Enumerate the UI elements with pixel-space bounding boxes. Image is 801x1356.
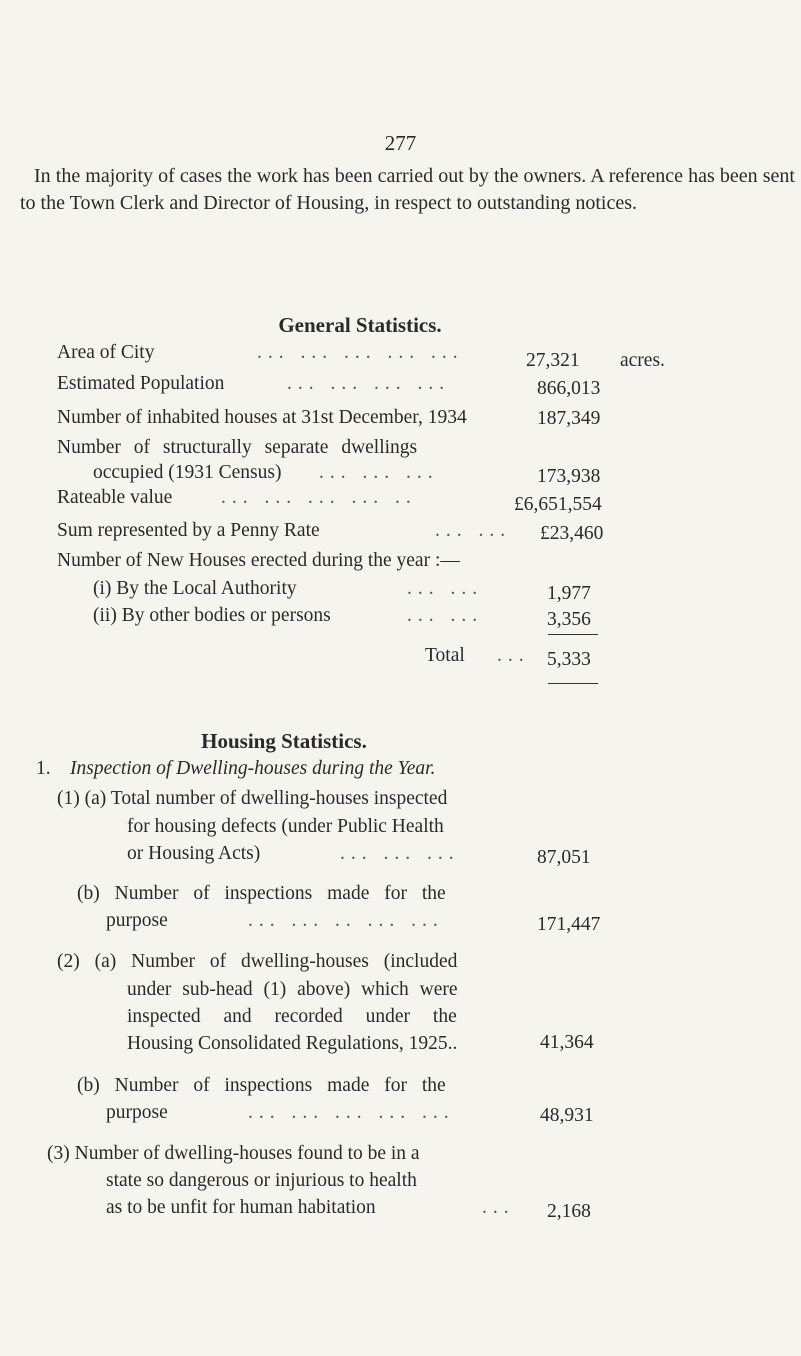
- leader-dots: ... ... ... ...: [287, 373, 451, 394]
- penny-value: £23,460: [540, 523, 604, 544]
- other-bodies-value: 3,356: [547, 609, 591, 630]
- item-2a-line-2: under sub-head (1) above) which were: [127, 979, 458, 1000]
- item-2a-line-1: (2) (a) Number of dwelling-houses (included: [57, 951, 458, 972]
- intro-paragraph: [20, 163, 795, 217]
- dwellings-value: 173,938: [537, 466, 601, 487]
- rateable-value: £6,651,554: [514, 494, 602, 515]
- item-3-line-3: as to be unfit for human habitation: [106, 1197, 376, 1218]
- item-1a-line-2: for housing defects (under Public Health: [127, 816, 444, 837]
- local-authority-label: (i) By the Local Authority: [93, 578, 297, 599]
- area-unit: acres.: [620, 350, 665, 371]
- other-bodies-label: (ii) By other bodies or persons: [93, 605, 331, 626]
- inhabited-value: 187,349: [537, 408, 601, 429]
- leader-dots: ... ... ... ... ..: [221, 487, 417, 508]
- area-label: Area of City: [57, 342, 155, 363]
- item-2a-value: 41,364: [540, 1032, 594, 1053]
- total-label: Total: [425, 645, 465, 666]
- leader-dots: ...: [482, 1197, 515, 1218]
- leader-dots: ... ... ... ... ...: [257, 342, 464, 363]
- item-3-value: 2,168: [547, 1201, 591, 1222]
- item-1b-line-2: purpose: [106, 910, 168, 931]
- inhabited-label: Number of inhabited houses at 31st December, 1934: [57, 407, 467, 428]
- general-statistics-heading: General Statistics.: [278, 313, 442, 337]
- item-2a-line-3: inspected and recorded under the: [127, 1006, 457, 1027]
- item-2b-value: 48,931: [540, 1105, 594, 1126]
- total-value: 5,333: [547, 649, 591, 670]
- sum-rule-top: [548, 634, 598, 635]
- section-number: 1.: [36, 758, 51, 779]
- item-1a-line-1: (1) (a) Total number of dwelling-houses inspected: [57, 788, 448, 809]
- housing-statistics-heading: Housing Statistics.: [201, 729, 367, 753]
- dwellings-label-2: occupied (1931 Census): [93, 462, 282, 483]
- leader-dots: ... ...: [435, 520, 512, 541]
- penny-label: Sum represented by a Penny Rate: [57, 520, 320, 541]
- page-number: 277: [384, 131, 417, 155]
- dwellings-label-1: Number of structurally separate dwellings: [57, 437, 418, 458]
- area-value: 27,321: [526, 350, 580, 371]
- leader-dots: ...: [497, 645, 530, 666]
- new-houses-label: Number of New Houses erected during the year :—: [57, 550, 460, 571]
- local-authority-value: 1,977: [547, 583, 591, 604]
- population-value: 866,013: [537, 378, 601, 399]
- item-1a-value: 87,051: [537, 847, 591, 868]
- sum-rule-bottom: [548, 683, 598, 684]
- item-2b-line-2: purpose: [106, 1102, 168, 1123]
- item-2b-line-1: (b) Number of inspections made for the: [77, 1075, 446, 1096]
- leader-dots: ... ... ...: [319, 462, 439, 483]
- population-label: Estimated Population: [57, 373, 225, 394]
- rateable-label: Rateable value: [57, 487, 173, 508]
- leader-dots: ... ...: [407, 578, 484, 599]
- item-1a-line-3: or Housing Acts): [127, 843, 261, 864]
- intro-text: In the majority of cases the work has been carried out by the owners. A reference has been sent to the Town Clerk and Director of Housing, in respect to outstanding notices.: [20, 165, 795, 214]
- leader-dots: ... ... ... ... ...: [248, 1102, 455, 1123]
- leader-dots: ... ...: [407, 605, 484, 626]
- leader-dots: ... ... ...: [340, 843, 460, 864]
- item-1b-line-1: (b) Number of inspections made for the: [77, 883, 446, 904]
- leader-dots: ... ... .. ... ...: [248, 910, 444, 931]
- section-title: Inspection of Dwelling-houses during the Year.: [70, 758, 436, 779]
- item-2a-line-4: Housing Consolidated Regulations, 1925..: [127, 1033, 458, 1054]
- item-1b-value: 171,447: [537, 914, 601, 935]
- item-3-line-2: state so dangerous or injurious to health: [106, 1170, 417, 1191]
- item-3-line-1: (3) Number of dwelling-houses found to be in a: [47, 1143, 420, 1164]
